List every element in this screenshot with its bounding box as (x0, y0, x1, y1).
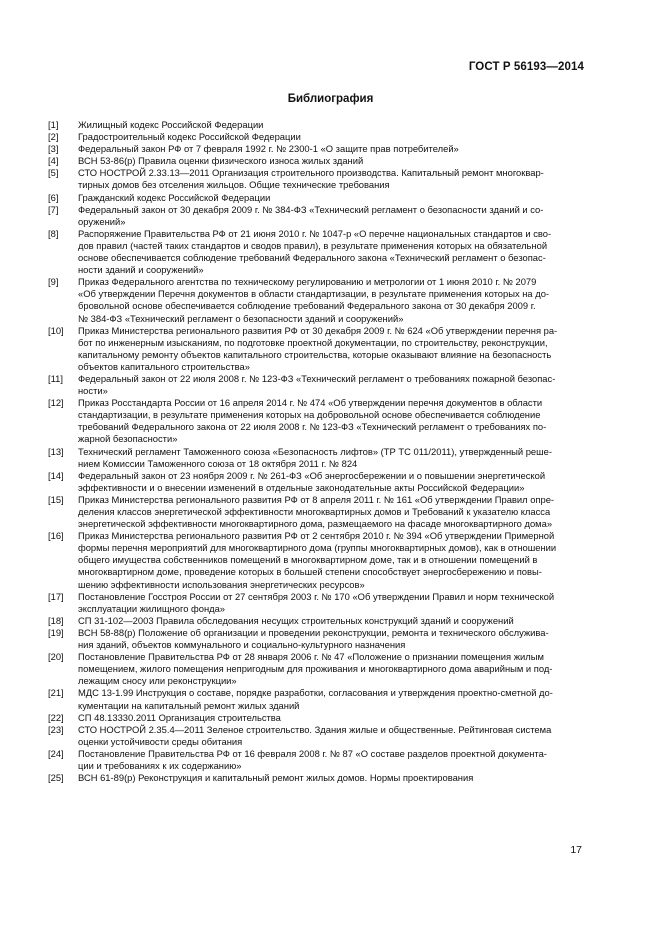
entry-text (78, 131, 588, 143)
bibliography-entry (48, 748, 588, 772)
bibliography-entry (48, 325, 588, 373)
entry-text (78, 276, 588, 324)
entry-line: Постановление Правительства РФ от 28 января 2006 г. № 47 «Положение о признании помещения жилым (78, 651, 544, 663)
entry-line: Распоряжение Правительства РФ от 21 июня 2010 г. № 1047-р «О перечне национальных стандартов и сво- (78, 227, 552, 239)
entry-line: формы перечня мероприятий для многоквартирного дома (группы многоквартирных домов), как в отношении (78, 542, 557, 554)
page-number: 17 (570, 844, 582, 856)
document-code: ГОСТ Р 56193—2014 (468, 61, 584, 73)
bibliography-entry (48, 131, 588, 143)
entry-line: Жилищный кодекс Российской Федерации (78, 119, 264, 130)
bibliography-entry (48, 470, 588, 494)
entry-text (78, 772, 588, 784)
entry-text (78, 712, 588, 724)
entry-text (78, 228, 588, 276)
entry-number: [7] (48, 203, 59, 215)
entry-line: Приказ Министерства регионального развития РФ от 2 сентября 2010 г. № 394 «Об утверждении Примерной (78, 530, 555, 542)
entry-number: [14] (48, 469, 64, 481)
entry-number: [1] (48, 119, 59, 130)
entry-line: нием Комиссии Таможенного союза от 18 октября 2011 г. № 824 (78, 457, 358, 469)
entry-text (78, 192, 588, 204)
entry-line: Гражданский кодекс Российской Федерации (78, 191, 271, 203)
entry-line: энергетической эффективности многоквартирного дома, размещаемого на фасаде многоквартирного дома» (78, 518, 553, 530)
entry-text (78, 530, 588, 590)
bibliography-entry (48, 627, 588, 651)
bibliography-entry (48, 276, 588, 324)
bibliography-entry (48, 373, 588, 397)
entry-line: Приказ Министерства регионального развития РФ от 8 апреля 2011 г. № 161 «Об утверждении Правил опре- (78, 493, 555, 505)
entry-line: многоквартирном доме, проведение которых в большей степени способствует энергосбережению и повы- (78, 566, 542, 578)
entry-line: тирных домов без отселения жильцов. Общие технические требования (78, 179, 390, 191)
entry-number: [19] (48, 626, 64, 638)
entry-text (78, 724, 588, 748)
entry-number: [3] (48, 143, 59, 155)
entry-line: общего имущества собственников помещений в многоквартирном доме, так и в отношении помещений в (78, 554, 538, 566)
entry-line: СТО НОСТРОЙ 2.33.13—2011 Организация строительного производства. Капитальный ремонт многоквар- (78, 167, 544, 179)
bibliography-entry (48, 397, 588, 445)
entry-number: [17] (48, 590, 64, 602)
entry-line: Федеральный закон РФ от 7 февраля 1992 г. № 2300-1 «О защите прав потребителей» (78, 143, 459, 155)
entry-text (78, 651, 588, 687)
entry-text (78, 373, 588, 397)
entry-text (78, 627, 588, 651)
entry-line: ВСН 53-86(р) Правила оценки физического износа жилых зданий (78, 155, 364, 167)
entry-text (78, 591, 588, 615)
entry-line: деления классов энергетической эффективности многоквартирных домов и Требований к указателю класса (78, 506, 551, 517)
entry-text (78, 397, 588, 445)
bibliography-entry (48, 591, 588, 615)
entry-line: бровольной основе обеспечивается соблюдение требований Федерального закона от 30 декабря 2009 г. (78, 300, 536, 312)
entry-line: Приказ Федерального агентства по техническому регулированию и метрологии от 1 июня 2010 г. № 2079 (78, 276, 537, 288)
entry-number: [15] (48, 493, 64, 505)
entry-text (78, 155, 588, 167)
entry-line: шению эффективности использования энергетических ресурсов» (78, 578, 365, 590)
entry-number: [22] (48, 711, 64, 723)
entry-text (78, 143, 588, 155)
entry-line: Постановление Правительства РФ от 16 февраля 2008 г. № 87 «О составе разделов проектной документа- (78, 747, 547, 759)
bibliography-entry (48, 143, 588, 155)
page-title: Библиография (287, 93, 374, 105)
entry-text (78, 748, 588, 772)
entry-line: ния зданий, объектов коммунального и социально-культурного назначения (78, 639, 406, 651)
entry-text (78, 167, 588, 191)
entry-line: дов правил (частей таких стандартов и сводов правил), в результате применения которых на обязательной (78, 239, 548, 251)
entry-line: СТО НОСТРОЙ 2.35.4—2011 Зеленое строительство. Здания жилые и общественные. Рейтинговая система (78, 723, 552, 735)
entry-text (78, 687, 588, 711)
entry-line: ности» (78, 385, 108, 397)
entry-number: [8] (48, 227, 59, 239)
entry-line: Федеральный закон от 30 декабря 2009 г. № 384-ФЗ «Технический регламент о безопасности зданий и со- (78, 203, 544, 215)
entry-line: Приказ Министерства регионального развития РФ от 30 декабря 2009 г. № 624 «Об утверждении перечня ра- (78, 324, 558, 336)
bibliography-entry (48, 712, 588, 724)
entry-number: [23] (48, 723, 64, 735)
entry-number: [20] (48, 651, 64, 663)
entry-line: эффективности и о внесении изменений в отдельные законодательные акты Российской Федерации» (78, 481, 525, 493)
bibliography-entry (48, 155, 588, 167)
entry-text (78, 494, 588, 530)
bibliography-entry (48, 494, 588, 530)
entry-line: бот по инженерным изысканиям, по подготовке проектной документации, по строительству, реконструкции, (78, 336, 548, 348)
bibliography-entry (48, 446, 588, 470)
entry-line: МДС 13-1.99 Инструкция о составе, порядке разработки, согласования и утверждения проектно-сметной до- (78, 687, 553, 699)
entry-text (78, 470, 588, 494)
entry-number: [16] (48, 530, 64, 542)
entry-text (78, 446, 588, 470)
entry-line: «Об утверждении Перечня документов в области стандартизации, в результате применения которых на до- (78, 288, 550, 300)
entry-number: [5] (48, 167, 59, 179)
entry-number: [18] (48, 614, 64, 626)
entry-number: [4] (48, 155, 59, 167)
entry-line: эксплуатации жилищного фонда» (78, 602, 226, 614)
bibliography-entry (48, 204, 588, 228)
entry-line: капитальному ремонту объектов капитального строительства, которые оказывают влияние на безопасность (78, 348, 552, 360)
bibliography-entry (48, 687, 588, 711)
entry-line: лежащим сносу или реконструкции» (78, 675, 237, 687)
entry-number: [25] (48, 772, 64, 784)
entry-line: Градостроительный кодекс Российской Федерации (78, 131, 301, 143)
entry-line: ции и требованиях к их содержанию» (78, 759, 242, 771)
entry-line: Федеральный закон от 22 июля 2008 г. № 123-ФЗ «Технический регламент о требованиях пожарной безопас- (78, 372, 556, 384)
entry-number: [12] (48, 397, 64, 409)
entry-text (78, 325, 588, 373)
entry-number: [6] (48, 191, 59, 203)
entry-line: Федеральный закон от 23 ноября 2009 г. № 261-ФЗ «Об энергосбережении и о повышении энергетической (78, 469, 546, 481)
entry-line: требований Федерального закона от 22 июля 2008 г. № 123-ФЗ «Технический регламент о требованиях по- (78, 421, 547, 433)
entry-number: [11] (48, 372, 63, 384)
entry-line: объектов капитального строительства» (78, 360, 250, 372)
entry-number: [9] (48, 276, 59, 288)
bibliography-entry (48, 119, 588, 131)
bibliography-entry (48, 651, 588, 687)
entry-line: основе обеспечивается соблюдение требований Федерального закона «Технический регламент о безопас- (78, 252, 546, 264)
entry-line: ВСН 58-88(р) Положение об организации и проведении реконструкции, ремонта и технического обслужива- (78, 626, 549, 638)
entry-number: [21] (48, 687, 64, 699)
bibliography-entry (48, 772, 588, 784)
entry-number: [13] (48, 445, 64, 457)
entry-line: ности зданий и сооружений» (78, 264, 204, 276)
bibliography-entry (48, 228, 588, 276)
entry-line: № 384-ФЗ «Технический регламент о безопасности зданий и сооружений» (78, 312, 404, 324)
entry-number: [10] (48, 324, 64, 336)
entry-line: Технический регламент Таможенного союза «Безопасность лифтов» (ТР ТС 011/2011), утвержденный реше- (78, 445, 552, 457)
entry-line: жарной безопасности» (78, 433, 178, 445)
entry-line: Постановление Госстроя России от 27 сентября 2003 г. № 170 «Об утверждении Правил и норм технической (78, 590, 555, 602)
entry-line: СП 31-102—2003 Правила обследования несущих строительных конструкций зданий и сооружений (78, 614, 514, 626)
entry-number: [2] (48, 131, 59, 143)
bibliography-entry (48, 167, 588, 191)
entry-text (78, 204, 588, 228)
entry-text (78, 119, 588, 131)
entry-number: [24] (48, 747, 64, 759)
entry-line: Приказ Росстандарта России от 16 апреля 2014 г. № 474 «Об утверждении перечня документов в области (78, 397, 543, 409)
entry-line: кументации на капитальный ремонт жилых зданий (78, 699, 300, 711)
bibliography-entry (48, 530, 588, 590)
entry-line: оружений» (78, 215, 126, 227)
entry-line: помещением, жилого помещения непригодным для проживания и многоквартирного дома аварийным и под- (78, 663, 553, 675)
entry-line: СП 48.13330.2011 Организация строительства (78, 711, 281, 723)
entry-line: стандартизации, в результате применения которых на добровольной основе обеспечивается соблюдение (78, 409, 541, 421)
bibliography-entry (48, 724, 588, 748)
entry-text (78, 615, 588, 627)
entry-line: ВСН 61-89(р) Реконструкция и капитальный ремонт жилых домов. Нормы проектирования (78, 772, 474, 784)
bibliography-entry (48, 615, 588, 627)
bibliography-entry (48, 192, 588, 204)
entry-line: оценки устойчивости среды обитания (78, 735, 243, 747)
bibliography-list (48, 119, 588, 784)
